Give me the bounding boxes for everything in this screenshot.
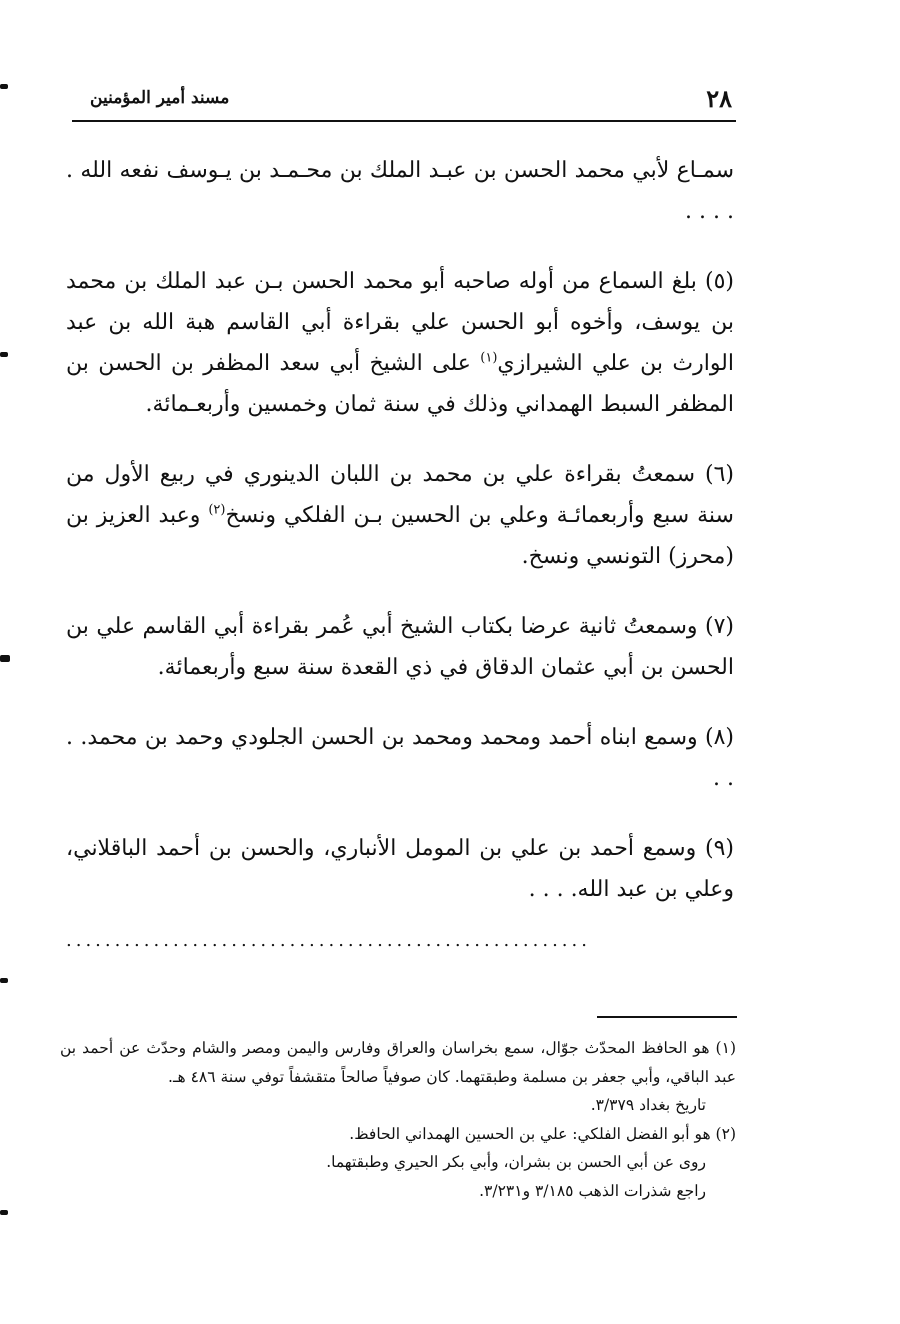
scan-edge-mark bbox=[0, 84, 8, 89]
paragraph-9: (٩) وسمع أحمد بن علي بن المومل الأنباري، والحسن بن أحمد الباقلاني، وعلي بن عبد الله. . . . bbox=[66, 836, 734, 902]
scan-edge-mark bbox=[0, 352, 8, 357]
footnotes bbox=[60, 1034, 736, 1205]
scan-edge-mark bbox=[0, 655, 10, 662]
scan-edge-mark bbox=[0, 978, 8, 983]
paragraph-7: (٧) وسمعتُ ثانية عرضا بكتاب الشيخ أبي عُمر بقراءة أبي القاسم علي بن الحسن بن أبي عثمان الدقاق في ذي القعدة سنة سبع وأربعمائة. bbox=[66, 614, 734, 680]
page-number: ٢٨ bbox=[706, 84, 732, 113]
footnote-2: (٢) هو أبو الفضل الفلكي: علي بن الحسين الهمداني الحافظ. bbox=[349, 1124, 736, 1143]
scan-edge-mark bbox=[0, 1210, 8, 1215]
running-title: مسند أمير المؤمنين bbox=[90, 88, 230, 108]
footnote-ref-2: (٢) bbox=[208, 502, 226, 518]
ellipsis-line: ...................................................... bbox=[66, 931, 591, 951]
page-header bbox=[72, 80, 736, 122]
main-text bbox=[66, 150, 734, 951]
footnote-2-source: راجع شذرات الذهب ٣/١٨٥ و٣/٢٣١. bbox=[479, 1181, 706, 1200]
paragraph-1: سمـاع لأبي محمد الحسن بن عبـد الملك بن محـمـد بن يـوسف نفعه الله . . . . . bbox=[66, 158, 734, 224]
paragraph-6: (٦) سمعتُ بقراءة علي بن محمد بن اللبان الدينوري في ربيع الأول من سنة سبع وأربعمائـة وعلي بن الحسين بـن الفلكي ونسخ$^{(٢)}$ وعبد العزيز بن (محرز) التونسي ونسخ. bbox=[66, 462, 734, 569]
paragraph-5: (٥) بلغ السماع من أوله صاحبه أبو محمد الحسن بـن عبد الملك بن محمد بن يوسف، وأخوه أبو الحسن علي بقراءة أبي القاسم هبة الله بن عبد الوارث بن علي الشيرازي$^{(١)}$ على الشيخ أبي سعد المظفر بن الحسن بن المظفر السبط الهمداني وذلك في سنة ثمان وخمسين وأربعـمائة. bbox=[66, 269, 735, 417]
footnote-2-detail: روى عن أبي الحسن بن بشران، وأبي بكر الحيري وطبقتهما. bbox=[326, 1153, 706, 1171]
footnote-ref-1: (١) bbox=[480, 350, 498, 366]
paragraph-8: (٨) وسمع ابناه أحمد ومحمد ومحمد بن الحسن الجلودي وحمد بن محمد. . . . bbox=[66, 725, 734, 791]
footnote-1: (١) هو الحافظ المحدّث جوّال، سمع بخراسان والعراق وفارس واليمن ومصر والشام وحدّث عن أحمد بن عبد الباقي، وأبي جعفر بن مسلمة وطبقتهما. كان صوفياً صالحاً متقشفاً توفي سنة ٤٨٦ هـ. bbox=[60, 1039, 736, 1086]
footnote-separator bbox=[597, 1016, 737, 1018]
footnote-1-source: تاريخ بغداد ٣/٣٧٩. bbox=[590, 1096, 706, 1114]
